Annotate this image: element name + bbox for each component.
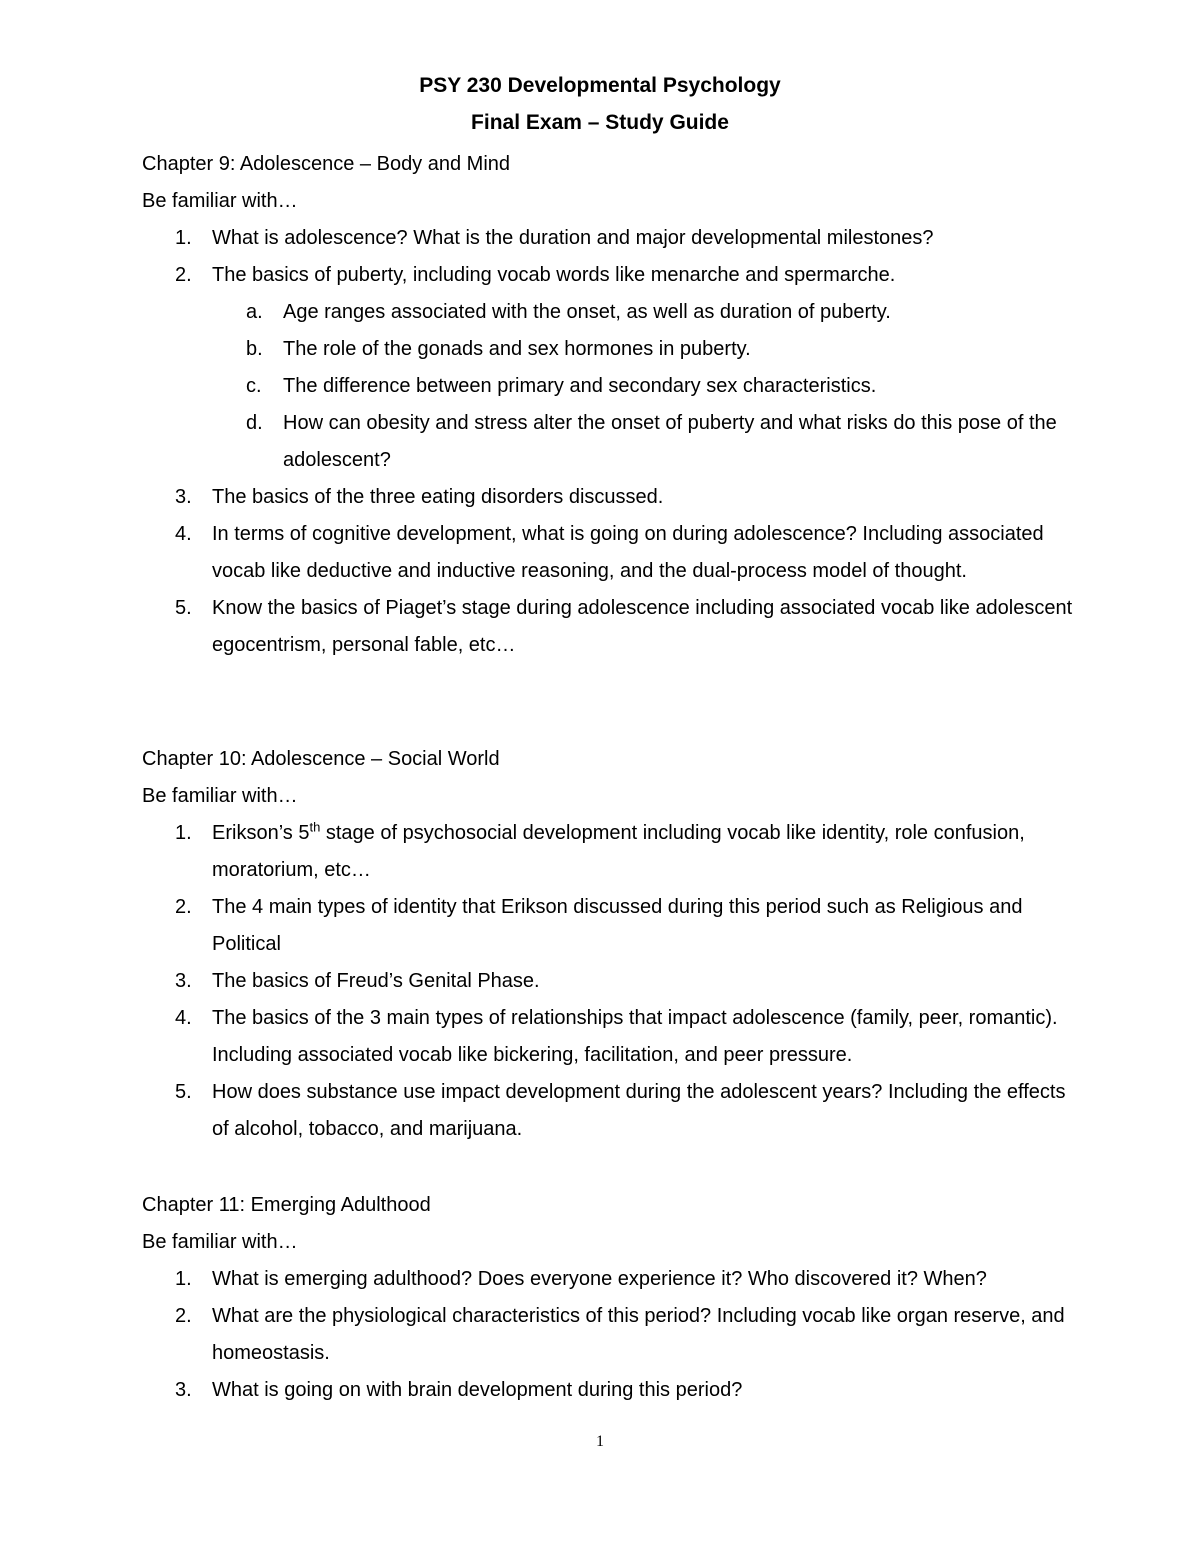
list-item (142, 1298, 1082, 1372)
list-item (142, 1372, 1082, 1409)
chapter-heading: Chapter 10: Adolescence – Social World (142, 748, 500, 770)
intro-text: Be familiar with… (142, 785, 298, 807)
document-title: PSY 230 Developmental Psychology (419, 74, 781, 97)
sub-item-letter: d. (246, 412, 263, 434)
item-number: 5. (175, 597, 192, 619)
list-item (142, 889, 1082, 963)
item-text: The basics of puberty, including vocab words like menarche and spermarche. (212, 264, 896, 286)
chapter-10-section (142, 741, 1082, 1148)
page-number: 1 (596, 1433, 604, 1450)
item-text: The basics of the three eating disorders discussed. (212, 486, 664, 508)
item-text: The 4 main types of identity that Erikson discussed during this period such as Religious and Political (212, 896, 1023, 955)
list-item (142, 1000, 1082, 1074)
item-number: 1. (175, 227, 192, 249)
item-number: 2. (175, 264, 192, 286)
sub-item-text: The difference between primary and secondary sex characteristics. (283, 375, 877, 397)
sub-list-item (142, 405, 1082, 479)
list-item (142, 516, 1082, 590)
item-text: The basics of the 3 main types of relationships that impact adolescence (family, peer, romantic). Including associated vocab like bickering, facilitation, and peer pressure. (212, 1007, 1058, 1066)
item-number: 4. (175, 523, 192, 545)
item-text: What are the physiological characteristics of this period? Including vocab like organ reserve, and homeostasis. (212, 1305, 1065, 1364)
list-item (142, 257, 1082, 294)
item-text: How does substance use impact development during the adolescent years? Including the effects of alcohol, tobacco, and marijuana. (212, 1081, 1066, 1140)
item-text: What is going on with brain development during this period? (212, 1379, 743, 1401)
sub-item-letter: a. (246, 301, 263, 323)
ordinal-superscript: th (309, 819, 321, 835)
list-item (142, 220, 1082, 257)
item-text: The basics of Freud’s Genital Phase. (212, 970, 540, 992)
intro-text: Be familiar with… (142, 1231, 298, 1253)
sub-item-text: Age ranges associated with the onset, as well as duration of puberty. (283, 301, 891, 323)
sub-list-item (142, 294, 1082, 331)
list-item (142, 963, 1082, 1000)
chapter-heading: Chapter 9: Adolescence – Body and Mind (142, 153, 511, 175)
item-number: 1. (175, 1268, 192, 1290)
item-text: What is adolescence? What is the duration and major developmental milestones? (212, 227, 934, 249)
item-text: Know the basics of Piaget’s stage during adolescence including associated vocab like adolescent egocentrism, personal fable, etc… (212, 597, 1073, 656)
item-text: In terms of cognitive development, what is going on during adolescence? Including associated vocab like deductive and inductive reasoning, and the dual-process model of thought. (212, 523, 1044, 582)
intro-text: Be familiar with… (142, 190, 298, 212)
list-item (142, 590, 1082, 664)
document-subtitle: Final Exam – Study Guide (471, 111, 729, 134)
item-text (212, 815, 1082, 889)
chapter-9-section (142, 146, 1082, 664)
sub-item-text: The role of the gonads and sex hormones in puberty. (283, 338, 751, 360)
chapter-11-section (142, 1187, 1082, 1409)
list-item (142, 815, 1082, 889)
list-item (142, 1074, 1082, 1148)
item-number: 3. (175, 486, 192, 508)
list-item (142, 1261, 1082, 1298)
sub-item-letter: c. (246, 375, 262, 397)
item-text-part: stage of psychosocial development including vocab like identity, role confusion, moratorium, etc… (212, 822, 1025, 881)
item-number: 3. (175, 1379, 192, 1401)
item-text: What is emerging adulthood? Does everyone experience it? Who discovered it? When? (212, 1268, 987, 1290)
sub-list-item (142, 368, 1082, 405)
sub-list-item (142, 331, 1082, 368)
sub-item-letter: b. (246, 338, 263, 360)
item-number: 5. (175, 1081, 192, 1103)
item-number: 1. (175, 822, 192, 844)
item-number: 3. (175, 970, 192, 992)
list-item (142, 479, 1082, 516)
item-text-part: Erikson’s 5 (212, 822, 310, 844)
item-number: 2. (175, 1305, 192, 1327)
chapter-heading: Chapter 11: Emerging Adulthood (142, 1194, 431, 1216)
sub-item-text: How can obesity and stress alter the onset of puberty and what risks do this pose of the adolescent? (283, 412, 1057, 471)
item-number: 2. (175, 896, 192, 918)
title-block (0, 72, 1200, 136)
item-number: 4. (175, 1007, 192, 1029)
